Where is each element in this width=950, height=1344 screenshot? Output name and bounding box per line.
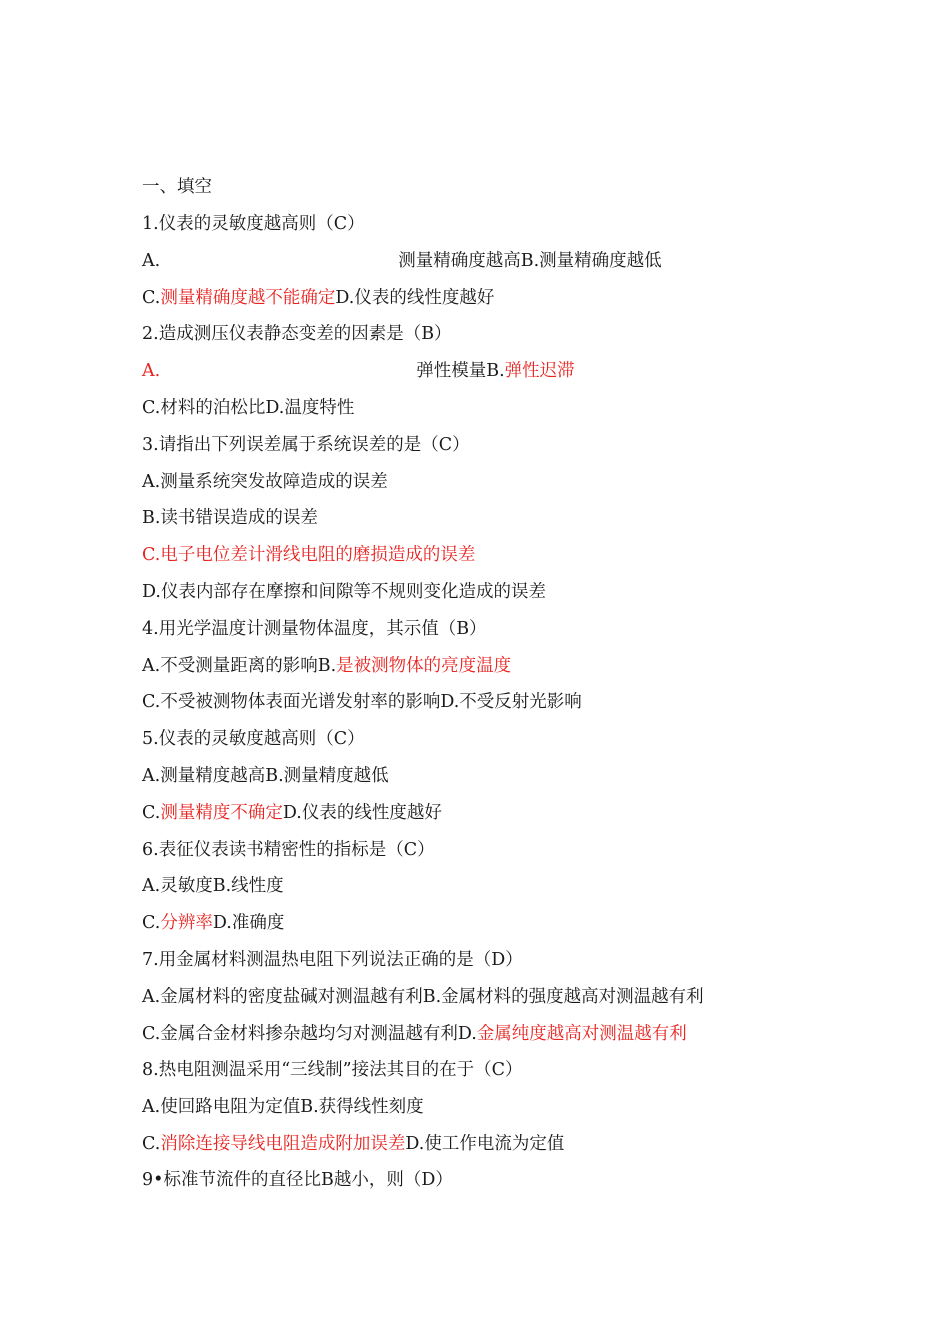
question-9-stem: 9•标准节流件的直径比B越小，则（D） [142, 1170, 453, 1190]
option-d-answer: 金属纯度越高对测温越有利 [476, 1024, 687, 1044]
question-3-option-c [142, 543, 475, 567]
option-b: B.获得线性刻度 [300, 1097, 424, 1117]
option-d: D.仪表的线性度越好 [335, 288, 495, 308]
question-1-stem: 1.仪表的灵敏度越高则（C） [142, 214, 365, 234]
option-b-prefix: B. [317, 656, 337, 676]
question-5-options-ab [142, 764, 389, 788]
question-3-option-a: A.测量系统突发故障造成的误差 [142, 472, 388, 492]
option-b: B.金属材料的强度越高对测温越有利 [422, 987, 704, 1007]
option-c-answer: 测量精确度越不能确定 [160, 288, 336, 308]
option-a: A.测量精度越高 [142, 766, 266, 786]
question-4-options-cd [142, 690, 582, 714]
question-8-stem: 8.热电阻测温采用“三线制”接法其目的在于（C） [142, 1060, 523, 1080]
option-c-answer: 电子电位差计滑线电阻的磨损造成的误差 [160, 545, 476, 565]
option-d: D.温度特性 [265, 398, 355, 418]
option-c: C.金属合金材料掺杂越均匀对测温越有利 [142, 1024, 458, 1044]
option-b-answer: 弹性迟滞 [504, 361, 575, 381]
question-6-options-ab [142, 874, 284, 898]
option-d: D.使工作电流为定值 [405, 1134, 565, 1154]
option-a-prefix: A. [142, 361, 161, 381]
question-1-options-ab [142, 249, 662, 273]
option-a-text: 弹性模量 [416, 361, 487, 381]
option-a: A.使回路电阻为定值 [142, 1097, 301, 1117]
question-2-options-ab [142, 359, 575, 383]
option-a: A.不受测量距离的影响 [142, 656, 318, 676]
option-b-answer: 是被测物体的亮度温度 [336, 656, 512, 676]
question-8-options-ab [142, 1095, 424, 1119]
question-6-options-cd [142, 911, 284, 935]
option-d: D.仪表的线性度越好 [282, 803, 442, 823]
option-c-prefix: C. [142, 913, 161, 933]
option-d-prefix: D. [457, 1024, 477, 1044]
option-c-answer: 测量精度不确定 [160, 803, 283, 823]
option-b: B.线性度 [212, 876, 284, 896]
question-2-stem: 2.造成测压仪表静态变差的因素是（B） [142, 324, 452, 344]
question-3-option-d: D.仪表内部存在摩擦和间隙等不规则变化造成的误差 [142, 582, 546, 602]
option-c: C.材料的泊松比 [142, 398, 266, 418]
option-a-text: 测量精确度越高 [398, 251, 521, 271]
option-c: C.不受被测物体表面光谱发射率的影响 [142, 692, 441, 712]
question-7-options-cd [142, 1022, 687, 1046]
question-5-stem: 5.仪表的灵敏度越高则（C） [142, 729, 365, 749]
option-d: D.不受反射光影响 [440, 692, 582, 712]
question-8-options-cd [142, 1132, 564, 1156]
option-c-prefix: C. [142, 1134, 161, 1154]
option-c-answer: 分辨率 [160, 913, 213, 933]
question-1-options-cd [142, 286, 494, 310]
option-a: A.灵敏度 [142, 876, 213, 896]
question-3-option-b: B.读书错误造成的误差 [142, 508, 318, 528]
option-b: B.测量精度越低 [265, 766, 389, 786]
option-b-prefix: B. [486, 361, 505, 381]
option-c-prefix: C. [142, 545, 161, 565]
question-4-stem: 4.用光学温度计测量物体温度，其示值（B） [142, 619, 487, 639]
option-c-answer: 消除连接导线电阻造成附加误差 [160, 1134, 406, 1154]
option-c-prefix: C. [142, 288, 161, 308]
option-c-prefix: C. [142, 803, 161, 823]
question-7-options-ab [142, 985, 704, 1009]
question-2-options-cd [142, 396, 354, 420]
option-a: A.金属材料的密度盐碱对测温越有利 [142, 987, 423, 1007]
option-a-prefix: A. [142, 251, 161, 271]
question-7-stem: 7.用金属材料测温热电阻下列说法正确的是（D） [142, 950, 523, 970]
option-d: D.准确度 [212, 913, 285, 933]
question-3-stem: 3.请指出下列误差属于系统误差的是（C） [142, 435, 470, 455]
question-4-options-ab [142, 654, 511, 678]
question-5-options-cd [142, 801, 442, 825]
option-b: B.测量精确度越低 [520, 251, 662, 271]
section-title: 一、填空 [142, 177, 212, 197]
question-6-stem: 6.表征仪表读书精密性的指标是（C） [142, 840, 435, 860]
